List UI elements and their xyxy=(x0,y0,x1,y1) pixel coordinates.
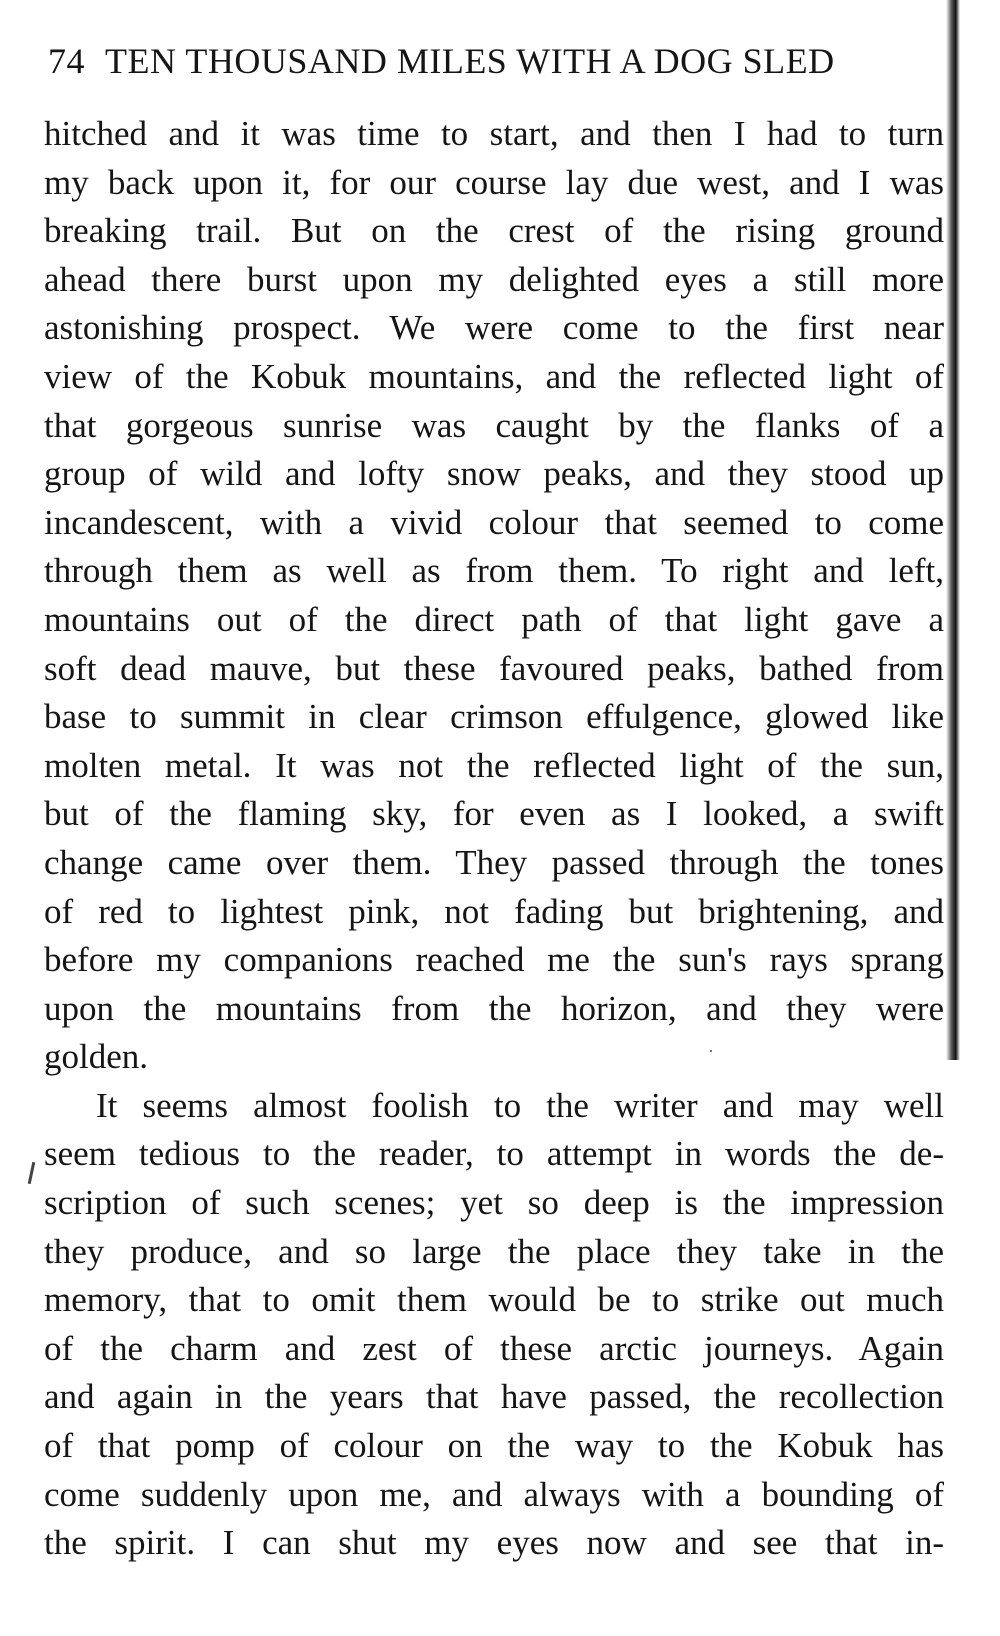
text-line: of red to lightest pink, not fading but brightening, and xyxy=(44,891,944,931)
text-line: soft dead mauve, but these favoured peaks, bathed from xyxy=(44,648,944,688)
text-line: base to summit in clear crimson effulgence, glowed like xyxy=(44,697,944,737)
text-line: view of the Kobuk mountains, and the reflected light of xyxy=(44,356,944,396)
text-line: golden. xyxy=(44,1037,149,1077)
text-line: astonishing prospect. We were come to the first near xyxy=(44,308,944,348)
text-line: breaking trail. But on the crest of the rising ground xyxy=(44,211,944,251)
text-line: through them as well as from them. To right and left, xyxy=(44,551,944,591)
text-line: incandescent, with a vivid colour that seemed to come xyxy=(44,502,944,542)
text-line: they produce, and so large the place they take in the xyxy=(44,1231,944,1271)
text-line: before my companions reached me the sun's rays sprang xyxy=(44,940,944,980)
running-title: TEN THOUSAND MILES WITH A DOG SLED xyxy=(105,41,835,81)
text-line: but of the flaming sky, for even as I looked, a swift xyxy=(44,794,944,834)
text-line: molten metal. It was not the reflected light of the sun, xyxy=(44,745,944,785)
text-line: of the charm and zest of these arctic journeys. Again xyxy=(44,1328,944,1368)
paper-speck xyxy=(710,1050,712,1052)
binding-shadow xyxy=(946,0,960,1060)
paragraph-1 xyxy=(44,110,944,1082)
text-line: my back upon it, for our course lay due west, and I was xyxy=(44,162,944,202)
text-line: the spirit. I can shut my eyes now and see that in- xyxy=(44,1523,944,1563)
text-line: memory, that to omit them would be to strike out much xyxy=(44,1280,944,1320)
text-line: come suddenly upon me, and always with a bounding of xyxy=(44,1474,944,1514)
paragraph-2 xyxy=(44,1082,944,1568)
running-head xyxy=(48,40,948,90)
text-line: mountains out of the direct path of that light gave a xyxy=(44,599,944,639)
text-line: seem tedious to the reader, to attempt in words the de- xyxy=(44,1134,944,1174)
text-line: ahead there burst upon my delighted eyes a still more xyxy=(44,259,944,299)
text-line: It seems almost foolish to the writer and may well xyxy=(96,1085,944,1125)
text-line: scription of such scenes; yet so deep is the impression xyxy=(44,1183,944,1223)
margin-mark xyxy=(28,1162,36,1184)
text-line: change came over them. They passed through the tones xyxy=(44,842,944,882)
text-line: and again in the years that have passed, the recollection xyxy=(44,1377,944,1417)
text-line: that gorgeous sunrise was caught by the flanks of a xyxy=(44,405,944,445)
text-line: hitched and it was time to start, and then I had to turn xyxy=(44,114,944,153)
page-number: 74 xyxy=(48,41,85,81)
text-line: group of wild and lofty snow peaks, and they stood up xyxy=(44,454,944,494)
body-text xyxy=(44,110,944,1568)
text-line: upon the mountains from the horizon, and they were xyxy=(44,988,944,1028)
text-line: of that pomp of colour on the way to the Kobuk has xyxy=(44,1426,944,1466)
